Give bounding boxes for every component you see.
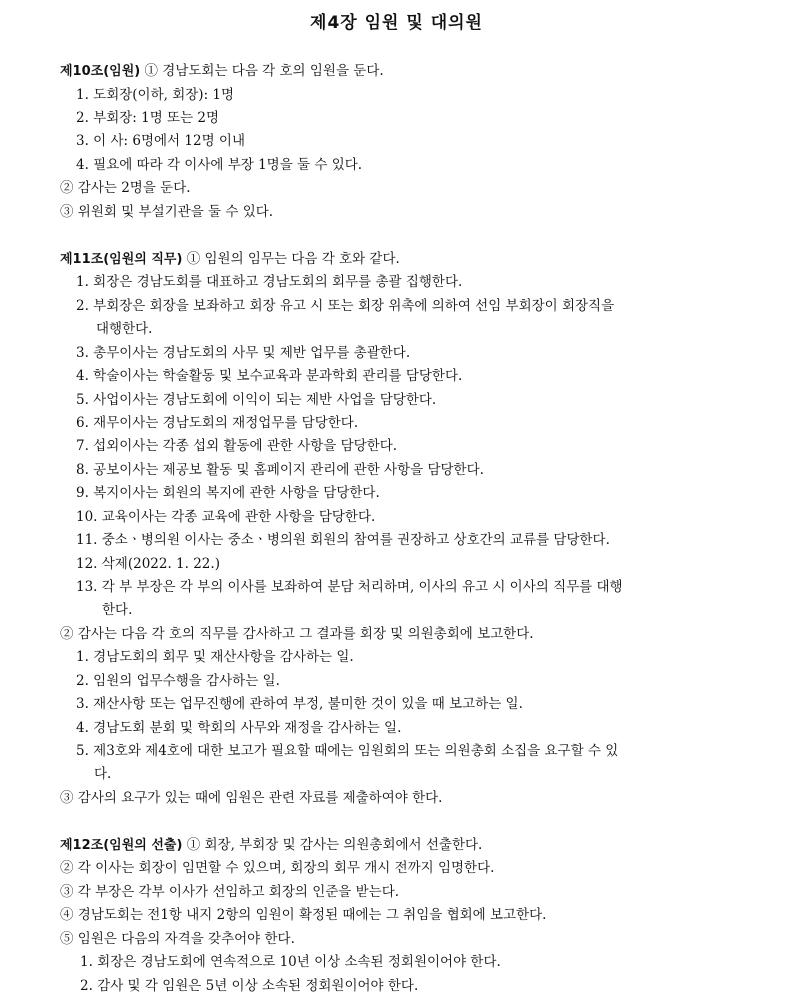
article-12-qualification-item: 2. 감사 및 각 임원은 5년 이상 소속된 정회원이어야 한다. xyxy=(80,978,419,994)
article-11-item: 7. 섭외이사는 각종 섭외 활동에 관한 사항을 담당한다. xyxy=(76,438,398,454)
article-11-audit-item: 5. 제3호와 제4호에 대한 보고가 필요할 때에는 임원회의 또는 의원총회 소집을 요구할 수 있 xyxy=(76,743,619,759)
article-10-item: 3. 이 사: 6명에서 12명 이내 xyxy=(76,133,245,149)
article-11-intro: ① 임원의 임무는 다음 각 호와 같다. xyxy=(186,251,400,267)
article-12-intro: ① 회장, 부회장 및 감사는 의원총회에서 선출한다. xyxy=(186,837,483,853)
article-12-qualification-item: 1. 회장은 경남도회에 연속적으로 10년 이상 소속된 정회원이어야 한다. xyxy=(80,954,501,970)
article-10-paragraph-2: ② 감사는 2명을 둔다. xyxy=(60,180,191,196)
article-11-item: 1. 회장은 경남도회를 대표하고 경남도회의 회무를 총괄 집행한다. xyxy=(76,274,463,290)
article-11-item: 10. 교육이사는 각종 교육에 관한 사항을 담당한다. xyxy=(76,509,376,525)
article-10-item: 1. 도회장(이하, 회장): 1명 xyxy=(76,87,235,103)
article-12-paragraph: ⑤ 임원은 다음의 자격을 갖추어야 한다. xyxy=(60,931,295,947)
article-11-item: 3. 총무이사는 경남도회의 사무 및 제반 업무를 총괄한다. xyxy=(76,345,411,361)
article-10-intro: ① 경남도회는 다음 각 호의 임원을 둔다. xyxy=(144,63,384,79)
article-11-audit-item: 3. 재산사항 또는 업무진행에 관하여 부정, 불미한 것이 있을 때 보고하는 일. xyxy=(76,696,523,712)
article-10-line xyxy=(60,61,384,81)
article-12-paragraph: ④ 경남도회는 전1항 내지 2항의 임원이 확정된 때에는 그 취임을 협회에 보고한다. xyxy=(60,907,547,923)
article-11-item: 2. 부회장은 회장을 보좌하고 회장 유고 시 또는 회장 위촉에 의하여 선임 부회장이 회장직을 xyxy=(76,298,615,314)
article-10-heading: 제10조(임원) xyxy=(60,64,141,79)
article-11-audit-item: 1. 경남도회의 회무 및 재산사항을 감사하는 일. xyxy=(76,649,354,665)
article-11-item: 12. 삭제(2022. 1. 22.) xyxy=(76,556,220,572)
article-11-paragraph-2: ② 감사는 다음 각 호의 직무를 감사하고 그 결과를 회장 및 의원총회에 보고한다. xyxy=(60,626,534,642)
article-12-heading: 제12조(임원의 선출) xyxy=(60,838,183,853)
article-11-item: 9. 복지이사는 회원의 복지에 관한 사항을 담당한다. xyxy=(76,485,380,501)
article-11-item: 11. 중소ㆍ병의원 이사는 중소ㆍ병의원 회원의 참여를 권장하고 상호간의 교류를 담당한다. xyxy=(76,532,610,548)
article-11-line xyxy=(60,249,400,269)
article-11-paragraph-3: ③ 감사의 요구가 있는 때에 임원은 관련 자료를 제출하여야 한다. xyxy=(60,790,443,806)
article-12-paragraph: ② 각 이사는 회장이 임면할 수 있으며, 회장의 회무 개시 전까지 임명한다. xyxy=(60,860,495,876)
article-11-item: 13. 각 부 부장은 각 부의 이사를 보좌하여 분담 처리하며, 이사의 유고 시 이사의 직무를 대행 xyxy=(76,579,623,595)
article-11-item-continued: 한다. xyxy=(102,602,133,618)
article-10-item: 4. 필요에 따라 각 이사에 부장 1명을 둘 수 있다. xyxy=(76,157,363,173)
article-11-audit-item: 4. 경남도회 분회 및 학회의 사무와 재정을 감사하는 일. xyxy=(76,720,402,736)
article-11-item: 5. 사업이사는 경남도회에 이익이 되는 제반 사업을 담당한다. xyxy=(76,392,437,408)
chapter-title: 제4장 임원 및 대의원 xyxy=(310,13,483,33)
article-11-audit-item-continued: 다. xyxy=(94,766,112,782)
article-10-item: 2. 부회장: 1명 또는 2명 xyxy=(76,110,220,126)
article-12-line xyxy=(60,835,482,855)
article-11-item: 6. 재무이사는 경남도회의 재정업무를 담당한다. xyxy=(76,415,359,431)
article-11-item-continued: 대행한다. xyxy=(96,321,153,337)
article-11-item: 8. 공보이사는 제공보 활동 및 홈페이지 관리에 관한 사항을 담당한다. xyxy=(76,462,484,478)
article-10-paragraph-3: ③ 위원회 및 부설기관을 둘 수 있다. xyxy=(60,204,274,220)
article-11-heading: 제11조(임원의 직무) xyxy=(60,252,183,267)
article-11-audit-item: 2. 임원의 업무수행을 감사하는 일. xyxy=(76,673,280,689)
article-11-item: 4. 학술이사는 학술활동 및 보수교육과 분과학회 관리를 담당한다. xyxy=(76,368,463,384)
article-12-paragraph: ③ 각 부장은 각부 이사가 선임하고 회장의 인준을 받는다. xyxy=(60,884,400,900)
